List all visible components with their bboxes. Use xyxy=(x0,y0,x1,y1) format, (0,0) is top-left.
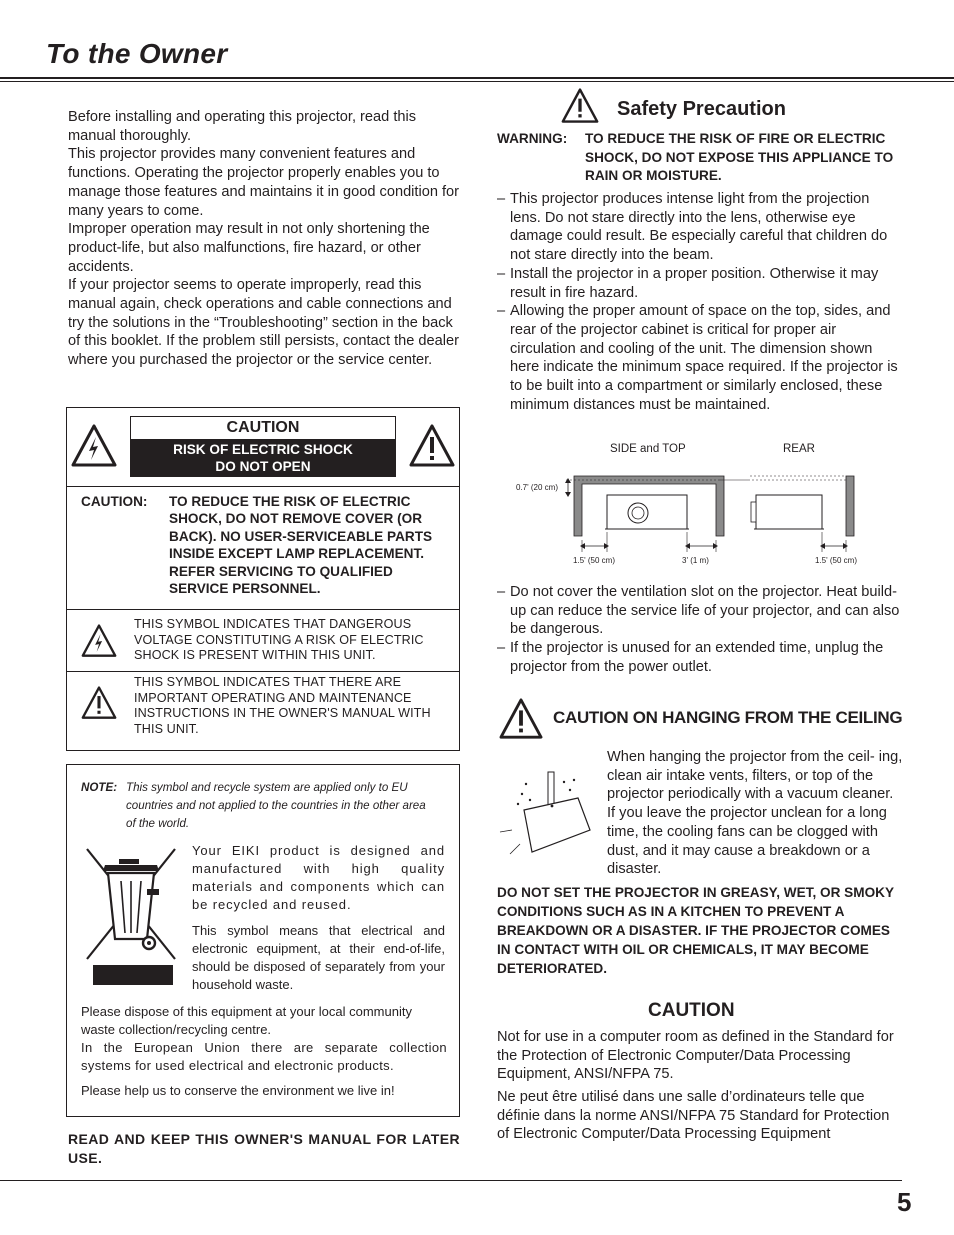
bullet-dash: – xyxy=(497,303,506,320)
caution-title: CAUTION xyxy=(648,1000,735,1021)
ceiling-warning-icon xyxy=(498,698,544,740)
intro-text xyxy=(68,108,460,370)
recycle-paragraph: In the European Union there are separate collection systems for used electrical and electronic products. xyxy=(81,1040,447,1073)
crossed-out-wheelie-bin-icon xyxy=(83,847,179,989)
electric-shock-warning-icon xyxy=(71,424,117,468)
ceiling-warning: DO NOT SET THE PROJECTOR IN GREASY, WET, OR SMOKY CONDITIONS SUCH AS IN A KITCHEN TO PREVENT A BREAKDOWN OR A DISASTER. IF THE PROJECTOR COMES IN CONTACT WITH OIL OR CHEMICALS, IT MAY BECOME DETERIORATED. xyxy=(497,885,894,976)
caution-box xyxy=(66,407,460,751)
electric-shock-symbol-icon xyxy=(81,624,117,658)
bullet-text: This projector produces intense light from the projection lens. Do not stare directly into the lens, otherwise eye damage could result. Be especially careful that children do not stare directly into the beam. xyxy=(510,191,888,264)
safety-bullets-top xyxy=(497,190,904,414)
risk-label-line: DO NOT OPEN xyxy=(215,459,311,474)
recycle-paragraph: Your EIKI product is designed and manufactured with high quality materials and components which can be recycled and reused. xyxy=(192,843,445,912)
exclamation-symbol-icon xyxy=(81,686,117,720)
intro-paragraph: Before installing and operating this projector, read this manual thoroughly. xyxy=(68,109,417,144)
bullet-dash: – xyxy=(497,640,506,657)
ceiling-projector-illustration xyxy=(498,770,598,860)
bullet-text: If the projector is unused for an extended time, unplug the projector from the power outlet. xyxy=(510,640,884,675)
note-label: NOTE: xyxy=(81,781,118,794)
caution-prefix: CAUTION: xyxy=(81,494,148,509)
safety-warning-icon xyxy=(561,88,599,124)
title-rule-thin xyxy=(0,81,954,82)
risk-label-line: RISK OF ELECTRIC SHOCK xyxy=(173,442,353,457)
page-number: 5 xyxy=(897,1187,912,1217)
symbol2-text: THIS SYMBOL INDICATES THAT THERE ARE IMPORTANT OPERATING AND MAINTENANCE INSTRUCTIONS IN THE OWNER'S MANUAL WITH THIS UNIT. xyxy=(134,675,431,736)
caution-en-text: Not for use in a computer room as defined in the Standard for the Protection of Electronic Computer/Data Processing Equipment, ANSI/NFPA 75. xyxy=(497,1029,894,1083)
read-keep-notice: READ AND KEEP THIS OWNER'S MANUAL FOR LATER USE. xyxy=(68,1131,460,1166)
left-gap-label: 1.5' (50 cm) xyxy=(573,556,615,565)
ceiling-title: CAUTION ON HANGING FROM THE CEILING xyxy=(553,708,903,727)
clearance-diagram xyxy=(510,440,870,570)
note-text: This symbol and recycle system are applied only to EU countries and not applied to the countries in the other area of the world. xyxy=(126,781,426,830)
caution-text: TO REDUCE THE RISK OF ELECTRIC SHOCK, DO NOT REMOVE COVER (OR BACK). NO USER-SERVICEABLE PARTS INSIDE EXCEPT LAMP REPLACEMENT. REFER SERVICING TO QUALIFIED SERVICE PERSONNEL. xyxy=(169,494,433,597)
recycle-box xyxy=(66,764,460,1117)
front-gap-label: 3' (1 m) xyxy=(682,556,709,565)
top-gap-label: 0.7' (20 cm) xyxy=(516,483,558,492)
page-title: To the Owner xyxy=(46,38,228,69)
list-item xyxy=(497,190,904,265)
bullet-dash: – xyxy=(497,191,506,207)
risk-label xyxy=(131,439,395,476)
list-item xyxy=(497,639,904,676)
footer-rule xyxy=(0,1180,902,1181)
safety-title: Safety Precaution xyxy=(617,98,786,120)
side-top-label: SIDE and TOP xyxy=(610,443,686,455)
bullet-text: Install the projector in a proper position. Otherwise it may result in fire hazard. xyxy=(510,265,879,301)
warning-prefix: WARNING: xyxy=(497,131,568,146)
caution-label-box xyxy=(130,416,396,477)
rear-gap-label: 1.5' (50 cm) xyxy=(815,556,857,565)
bullet-text: Do not cover the ventilation slot on the projector. Heat build-up can reduce the service life of your projector, and can also be dangerous. xyxy=(510,584,900,638)
title-rule xyxy=(0,77,954,79)
caution-label: CAUTION xyxy=(226,419,300,436)
list-item xyxy=(497,302,904,414)
exclamation-warning-icon xyxy=(409,424,455,468)
list-item xyxy=(497,583,904,639)
list-item xyxy=(497,265,904,302)
recycle-paragraph: Please help us to conserve the environment we live in! xyxy=(81,1083,395,1098)
recycle-paragraph: This symbol means that electrical and electronic equipment, at their end-of-life, should be disposed of separately from your household waste. xyxy=(192,923,445,992)
intro-paragraph: Improper operation may result in not only shortening the product-life, but also malfunctions, fire hazard, or other accidents. xyxy=(68,221,430,275)
symbol1-text: THIS SYMBOL INDICATES THAT DANGEROUS VOLTAGE CONSTITUTING A RISK OF ELECTRIC SHOCK IS PRESENT WITHIN THIS UNIT. xyxy=(134,617,424,662)
recycle-paragraph: Please dispose of this equipment at your local community waste collection/recycling centre. xyxy=(81,1004,412,1037)
safety-bullets-bottom xyxy=(497,583,904,677)
bullet-text: Allowing the proper amount of space on the top, sides, and rear of the projector cabinet is critical for proper air circulation and cooling of the unit. The dimension shown here indicate the minimum space required. If the projector is to be built into a compartment or similarly enclosed, these minimum distances must be maintained. xyxy=(510,303,898,413)
bullet-dash: – xyxy=(497,265,506,282)
intro-paragraph: If your projector seems to operate improperly, read this manual again, check operations and cable connections and try the solutions in the “Troubleshooting” section in the back of this booklet. If the problem still persists, contact the dealer where you purchased the projector or the service center. xyxy=(68,277,459,369)
intro-paragraph: This projector provides many convenient features and functions. Operating the projector properly enables you to manage those features and maintains it in good condition for many years to come. xyxy=(68,146,460,219)
clearance-drawing xyxy=(510,440,870,570)
bullet-dash: – xyxy=(497,584,506,600)
ceiling-text: When hanging the projector from the ceil- ing, clean air intake vents, filters, or top of the projector periodically with a vacuum cleaner. If you leave the projector unclean for a long time, the cooling fans can be clogged with dust, and it may cause a breakdown or a disaster. xyxy=(607,749,903,878)
caution-fr-text: Ne peut être utilisé dans une salle d’ordinateurs telle que définie dans la norme ANSI/NFPA 75 Standard for Protection of Electronic Computer/Data Processing Equipment xyxy=(497,1089,890,1143)
warning-text: TO REDUCE THE RISK OF FIRE OR ELECTRIC SHOCK, DO NOT EXPOSE THIS APPLIANCE TO RAIN OR MOISTURE. xyxy=(585,131,894,183)
rear-label: REAR xyxy=(783,443,815,455)
